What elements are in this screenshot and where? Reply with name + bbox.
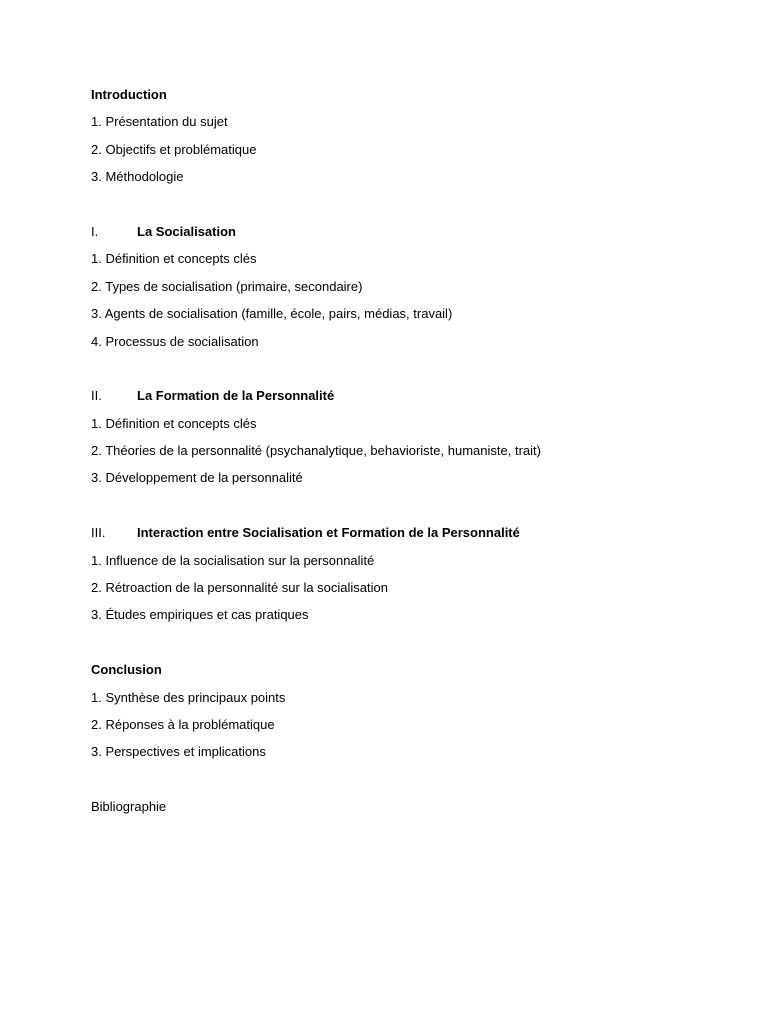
section-title: Interaction entre Socialisation et Formation de la Personnalité: [137, 525, 520, 541]
intro-block: [91, 86, 711, 196]
section-numeral: I.: [91, 223, 99, 239]
intro-item: 1. Présentation du sujet: [91, 114, 228, 130]
spacer: [91, 360, 711, 387]
section-item: 1. Influence de la socialisation sur la personnalité: [91, 552, 375, 568]
section-heading: [91, 387, 711, 414]
bibliography-title: Bibliographie: [91, 799, 167, 815]
section-numeral: III.: [91, 525, 106, 541]
section-item: 3. Agents de socialisation (famille, école, pairs, médias, travail): [91, 306, 453, 322]
spacer: [91, 196, 711, 223]
section-2: [91, 387, 711, 497]
section-3: [91, 524, 711, 634]
section-item: 2. Rétroaction de la personnalité sur la socialisation: [91, 580, 389, 596]
section-item: 4. Processus de socialisation: [91, 333, 259, 349]
section-title: La Formation de la Personnalité: [137, 388, 335, 404]
spacer: [91, 497, 711, 524]
section-item: 2. Théories de la personnalité (psychanalytique, behavioriste, humaniste, trait): [91, 443, 541, 459]
section-numeral: II.: [91, 388, 102, 404]
spacer: [91, 771, 711, 798]
section-item: 1. Définition et concepts clés: [91, 415, 257, 431]
section-heading: [91, 223, 711, 250]
section-title: La Socialisation: [137, 223, 236, 239]
intro-title: Introduction: [91, 87, 167, 102]
section-1: [91, 223, 711, 360]
conclusion-item: 2. Réponses à la problématique: [91, 716, 275, 732]
section-item: 3. Études empiriques et cas pratiques: [91, 607, 309, 623]
intro-item: 2. Objectifs et problématique: [91, 141, 257, 157]
conclusion-item: 1. Synthèse des principaux points: [91, 689, 286, 705]
conclusion-item: 3. Perspectives et implications: [91, 744, 266, 760]
spacer: [91, 634, 711, 661]
section-item: 3. Développement de la personnalité: [91, 470, 303, 486]
table-of-contents: [91, 86, 711, 826]
conclusion-block: [91, 661, 711, 771]
conclusion-title: Conclusion: [91, 662, 162, 678]
section-item: 2. Types de socialisation (primaire, secondaire): [91, 278, 363, 294]
intro-item: 3. Méthodologie: [91, 169, 184, 185]
section-item: 1. Définition et concepts clés: [91, 251, 257, 267]
section-heading: [91, 524, 711, 551]
